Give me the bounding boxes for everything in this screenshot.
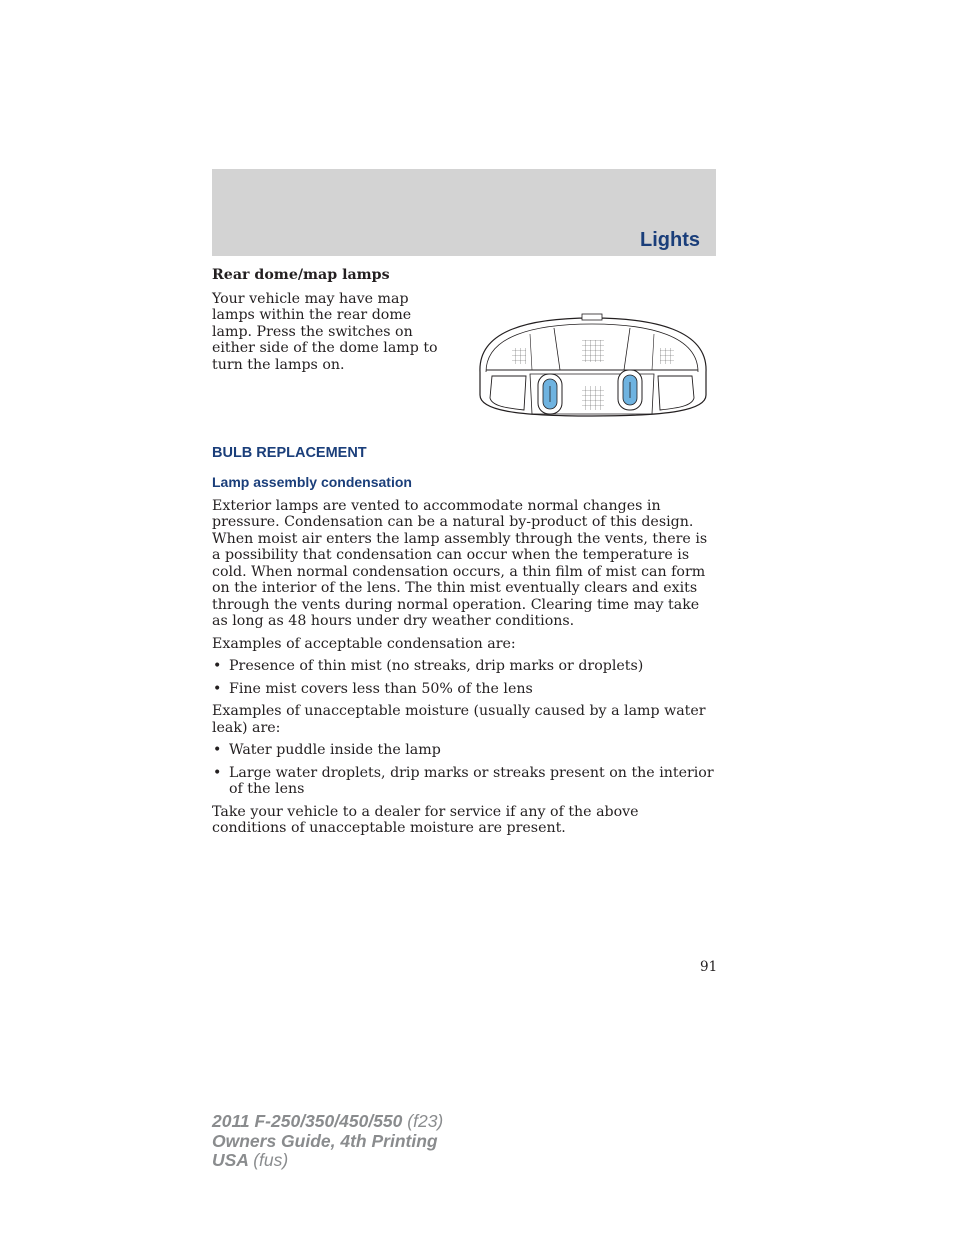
condensation-paragraph: Exterior lamps are vented to accommodate normal changes in pressure. Condensation can be a natural by-product of this design. When moist air enters the lamp assembly through the vents, there is a possibility that condensation can occur when the temperature is cold. When normal condensation occurs, a thin film of mist can form on the interior of the lens. The thin mist eventually clears and exits through the vents during normal operation. Clearing time may take as long as 48 hours under dry weather conditions.	[212, 497, 708, 629]
acceptable-intro: Examples of acceptable condensation are:	[212, 635, 516, 652]
bulb-replacement-heading: BULB REPLACEMENT	[212, 444, 367, 461]
footer-region: USA	[212, 1150, 249, 1170]
acceptable-list	[212, 658, 716, 697]
page-content	[212, 267, 716, 843]
list-item: • Fine mist covers less than 50% of the lens	[212, 681, 716, 698]
list-item: • Presence of thin mist (no streaks, drip marks or droplets)	[212, 658, 716, 675]
unacceptable-intro: Examples of unacceptable moisture (usually caused by a lamp water leak) are:	[212, 703, 706, 736]
unacceptable-list	[212, 742, 716, 798]
footer-line-2: Owners Guide, 4th Printing	[212, 1130, 438, 1151]
footer-model-code: (f23)	[407, 1111, 444, 1131]
footer-line-3	[212, 1151, 443, 1171]
footer-region-code: (fus)	[253, 1150, 289, 1170]
page-number: 91	[700, 959, 718, 975]
dome-intro	[212, 291, 716, 422]
section-title: Lights	[640, 229, 700, 251]
footer-line-1	[212, 1112, 443, 1132]
footer	[212, 1112, 443, 1171]
footer-model: 2011 F-250/350/450/550	[212, 1111, 403, 1131]
closing-paragraph: Take your vehicle to a dealer for service if any of the above conditions of unacceptable moisture are present.	[212, 803, 639, 836]
list-item: • Water puddle inside the lamp	[212, 742, 716, 759]
dome-text: Your vehicle may have map lamps within the rear dome lamp. Press the switches on either side of the dome lamp to turn the lamps on.	[212, 290, 438, 373]
dome-lamp-illustration	[470, 310, 714, 422]
condensation-heading: Lamp assembly condensation	[212, 474, 412, 490]
dome-heading: Rear dome/map lamps	[212, 267, 390, 283]
list-item: • Large water droplets, drip marks or streaks present on the interior of the lens	[212, 765, 716, 798]
section-header-band	[212, 169, 716, 256]
